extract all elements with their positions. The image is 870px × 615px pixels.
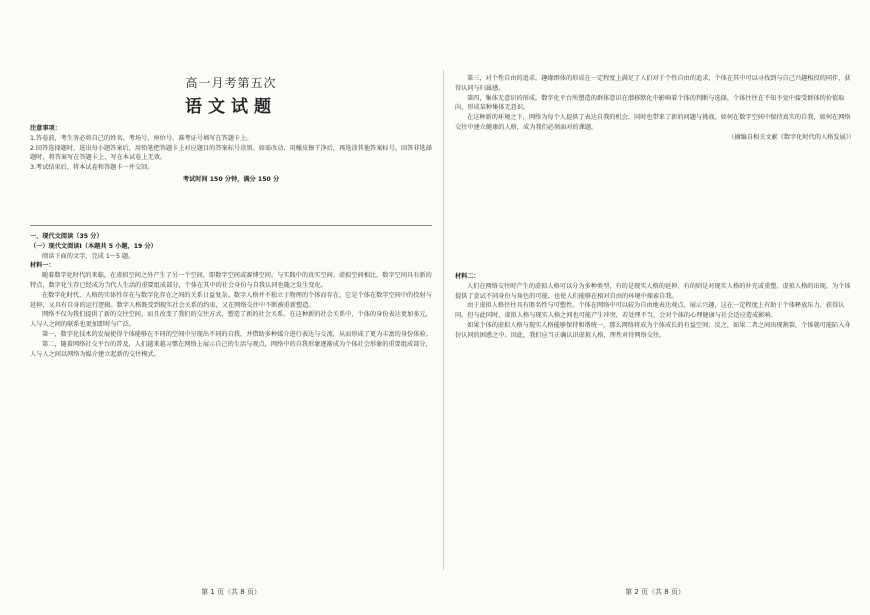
continued-text bbox=[455, 74, 855, 143]
paragraph: 第二，随着网络社交平台的普及，人们越来越习惯在网络上展示自己的生活与观点，网络中的自我形象逐渐成为个体社会形象的重要组成部分，人与人之间以网络为媒介建立起新的交往模式。 bbox=[30, 340, 432, 358]
reading-section bbox=[30, 232, 432, 359]
divider-line bbox=[30, 225, 432, 226]
notice-heading: 注意事项： bbox=[30, 125, 61, 132]
exam-title: 语文试题 bbox=[185, 97, 277, 117]
paragraph: 由于虚拟人格往往具有匿名性与可塑性，个体在网络中可以较为自由地表达观点、展示兴趣，这在一定程度上有助于个体释放压力、获得认同。但与此同时，虚拟人格与现实人格之间也可能产生冲突，若处理不当，会对个体的心理健康与社会适应造成影响。 bbox=[455, 302, 845, 320]
source-note: （摘编自相关文献《数字化时代的人格发展》） bbox=[728, 133, 855, 141]
notice-item: 1.答卷前，考生务必将自己的姓名、考场号、座位号、准考证号填写在答题卡上。 bbox=[30, 134, 253, 142]
paragraph: 第四，集体无意识的形成。数字化平台所塑造的群体意识在潜移默化中影响着个体的判断与选择，个体往往在不知不觉中接受群体的价值取向，形成某种集体无意识。 bbox=[455, 94, 845, 112]
paragraph: 人们在网络交往时产生的虚拟人格可以分为多种类型，有的是现实人格的延伸，有的则是对现实人格的补充或重塑。虚拟人格的出现，为个体提供了尝试不同身份与角色的可能，也使人们能够在相对自由的环境中探索自我。 bbox=[455, 282, 851, 300]
right-page bbox=[455, 0, 855, 615]
material-label: 材料二： bbox=[455, 273, 480, 280]
paragraph: 在这种新的环境之下，网络为每个人提供了表达自我的机会，同时也带来了新的问题与挑战。如何在数字空间中保持真实的自我，如何在网络交往中建立健康的人格，成为我们必须面对的课题。 bbox=[455, 114, 851, 131]
instruction: 阅读下面的文字，完成 1～5 题。 bbox=[42, 252, 135, 260]
time-score: 考试时间 150 分钟，满分 150 分 bbox=[182, 175, 280, 183]
page-footer: 第 1 页（共 8 页） bbox=[201, 588, 261, 596]
paragraph: 网络不仅为我们提供了新的交往空间，而且改变了我们的交往方式，塑造了新的社会关系。在这种新的社会关系中，个体的身份表达更加多元，人与人之间的联系也更加即时与广泛。 bbox=[30, 311, 432, 329]
material-label: 材料一： bbox=[30, 262, 55, 270]
paragraph: 随着数字化时代的来临，在虚拟空间之外产生了另一个空间，即数字空间或赛博空间。与实践中的真实空间、虚拟空间相比，数字空间具有新的特点，数字化生存已经成为当代人生活的重要组成部分，个体在其中的社会身份与自我认同也随之发生变化。 bbox=[30, 272, 432, 289]
material-two bbox=[455, 272, 855, 341]
paragraph: 第三，对个性自由的追求。趣缘群体的形成在一定程度上满足了人们对于个性自由的追求，个体在其中可以寻找到与自己兴趣相投的同伴，获得认同与归属感。 bbox=[455, 75, 851, 92]
paragraph: 第一，数字化技术的发展使得个体能够在不同的空间中呈现出不同的自我，并借助多种媒介进行表达与交流，从而形成了更为丰富的身份体验。 bbox=[42, 330, 432, 338]
notice-block bbox=[30, 124, 432, 185]
page-fold-divider bbox=[443, 70, 444, 570]
left-page bbox=[30, 0, 432, 615]
paragraph: 如果个体的虚拟人格与现实人格能够保持和谐统一，那么网络将成为个体成长的有益空间；反之，如果二者之间出现割裂，个体就可能陷入身份认同的困惑之中。因此，我们应当正确认识虚拟人格，理性对待网络交往。 bbox=[455, 321, 851, 339]
header-title: 高一月考第五次 bbox=[185, 76, 277, 90]
notice-item: 3.考试结束后，将本试卷和答题卡一并交回。 bbox=[30, 164, 154, 172]
subsection-heading: （一）现代文阅读Ⅰ（本题共 5 小题，19 分） bbox=[30, 242, 157, 250]
paragraph: 在数字化时代，人格的实体性存在与数字化存在之间的关系日益复杂。数字人格并不独立于物理的个体而存在，它是个体在数字空间中的投射与延伸，又具有自身的运行逻辑。数字人格既受到现实社会关系的约束，又在网络交往中不断被重新塑造。 bbox=[30, 291, 432, 309]
page-footer: 第 2 页（共 8 页） bbox=[625, 588, 685, 596]
notice-item: 2.回答选择题时，选出每小题答案后，用铅笔把答题卡上对应题目的答案标号涂黑。如需改动，用橡皮擦干净后，再选涂其他答案标号。回答非选择题时，将答案写在答题卡上，写在本试卷上无效。 bbox=[30, 144, 432, 162]
section-heading: 一、现代文阅读（35 分） bbox=[30, 233, 103, 240]
